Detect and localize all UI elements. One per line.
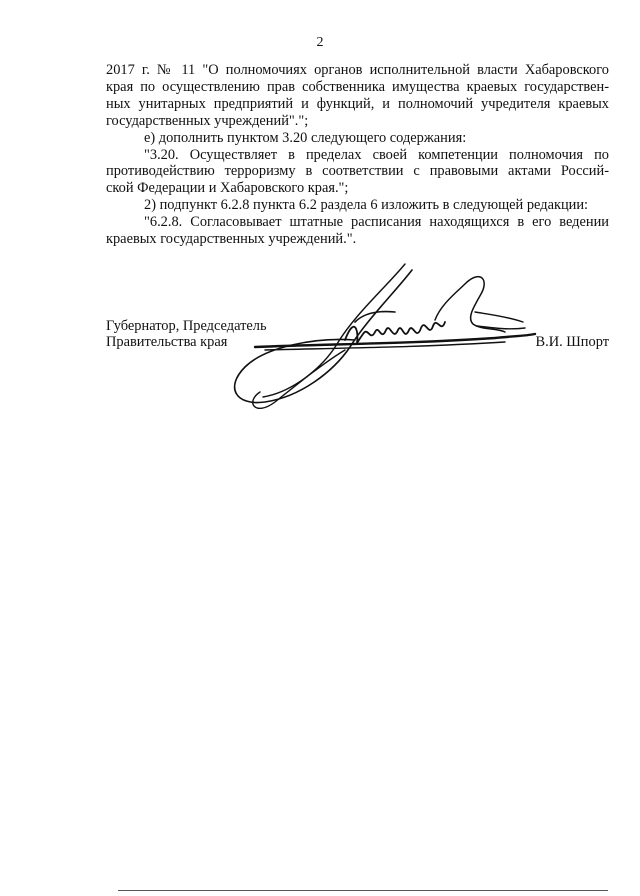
paragraph-2-line-1: е) дополнить пунктом 3.20 следующего содержания: <box>144 129 467 146</box>
paragraph-4-line-1: 2) подпункт 6.2.8 пункта 6.2 раздела 6 изложить в следующей редакции: <box>144 197 589 214</box>
document-body <box>106 62 609 248</box>
paragraph-3-line-2: противодействию терроризму в соответствии с правовыми актами Россий- <box>106 163 609 180</box>
paragraph-5-line-2: краевых государственных учреждений.". <box>106 231 357 248</box>
paragraph-1-line-4: государственных учреждений"."; <box>106 112 309 129</box>
paragraph-3-line-3: ской Федерации и Хабаровского края."; <box>106 180 349 197</box>
paragraph-1-line-3: ных унитарных предприятий и функций, и полномочий учредителя краевых <box>106 95 609 112</box>
paragraph-5-line-1: "6.2.8. Согласовывает штатные расписания находящихся в его ведении <box>144 214 609 231</box>
handwritten-signature <box>205 252 565 452</box>
paragraph-3-line-1: "3.20. Осуществляет в пределах своей компетенции полномочия по <box>144 146 609 163</box>
paragraph-1-line-1: 2017 г. № 11 "О полномочиях органов исполнительной власти Хабаровского <box>106 62 609 78</box>
signatory-title-line-2: Правительства края <box>106 334 228 350</box>
paragraph-1-line-2: края по осуществлению прав собственника имущества краевых государствен- <box>106 78 609 95</box>
page-bottom-edge <box>118 890 608 891</box>
signatory-title-line-1: Губернатор, Председатель <box>106 318 267 334</box>
signatory-name: В.И. Шпорт <box>535 334 609 350</box>
signature-block <box>106 318 609 350</box>
page-number: 2 <box>316 35 324 50</box>
